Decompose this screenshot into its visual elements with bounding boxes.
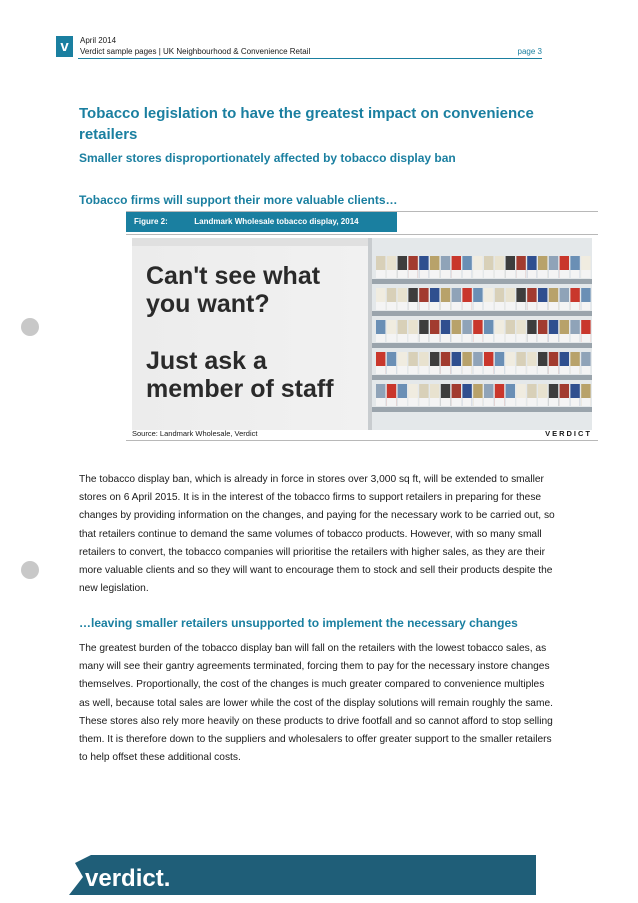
pack-label (473, 270, 482, 278)
pack-label (387, 334, 396, 342)
pack-label (484, 302, 493, 310)
pack-label (462, 334, 471, 342)
pack-label (495, 398, 504, 406)
pack-label (452, 302, 461, 310)
pack-label (538, 398, 547, 406)
pack-label (441, 270, 450, 278)
pack-label (376, 302, 385, 310)
pack-label (570, 334, 579, 342)
pack-label (560, 302, 569, 310)
pack-label (441, 334, 450, 342)
pack-label (387, 398, 396, 406)
pack-label (484, 334, 493, 342)
pack-label (408, 302, 417, 310)
pack-label (398, 302, 407, 310)
pack-label (570, 302, 579, 310)
pack-label (441, 366, 450, 374)
pack-label (408, 334, 417, 342)
pack-label (581, 334, 590, 342)
verdict-v-logo: v (56, 36, 73, 57)
pack-label (419, 398, 428, 406)
pack-label (430, 334, 439, 342)
pack-label (452, 366, 461, 374)
pack-label (387, 270, 396, 278)
pack-label (506, 302, 515, 310)
pack-label (495, 366, 504, 374)
pack-label (473, 366, 482, 374)
pack-label (560, 270, 569, 278)
pack-label (570, 366, 579, 374)
pack-label (398, 334, 407, 342)
pack-label (408, 366, 417, 374)
pack-label (549, 270, 558, 278)
pack-label (549, 334, 558, 342)
article-subtitle: Smaller stores disproportionately affected by tobacco display ban (79, 151, 456, 165)
pack-label (549, 398, 558, 406)
pack-label (516, 366, 525, 374)
pack-label (516, 270, 525, 278)
image-text-line3: Just ask a (146, 347, 267, 375)
pack-label (387, 366, 396, 374)
figure-number: Figure 2: (134, 217, 168, 226)
pack-label (452, 334, 461, 342)
pack-label (408, 398, 417, 406)
pack-label (430, 270, 439, 278)
pack-label (484, 270, 493, 278)
pack-label (527, 398, 536, 406)
pack-label (430, 366, 439, 374)
figure-caption: Landmark Wholesale tobacco display, 2014 (194, 217, 359, 226)
tobacco-display-photo (132, 238, 592, 430)
pack-label (484, 398, 493, 406)
pack-label (473, 334, 482, 342)
image-text-line1: Can't see what (146, 262, 321, 290)
footer-logo-band (69, 855, 536, 895)
pack-label (376, 398, 385, 406)
pack-label (506, 270, 515, 278)
pack-label (462, 366, 471, 374)
pack-label (570, 398, 579, 406)
pack-label (581, 366, 590, 374)
pack-label (538, 366, 547, 374)
figure-brand: VERDICT (545, 429, 592, 438)
shelf-edge (372, 279, 592, 284)
pack-label (376, 270, 385, 278)
pack-label (516, 334, 525, 342)
pack-label (495, 270, 504, 278)
pack-label (516, 398, 525, 406)
pack-label (473, 302, 482, 310)
pack-label (452, 270, 461, 278)
figure-caption-bar (126, 212, 397, 232)
pack-label (430, 398, 439, 406)
body-paragraph-2: The greatest burden of the tobacco display ban will fall on the retailers with the lowest tobacco sales, as many will see their gantry agreements terminated, forcing them to pay for the necessary instore changes themselves. Proportionally, the cost of the changes is much greater compared to convenience multiples as well, because total sales are lower while the cost of the display solutions will remain roughly the same. These stores also rely more heavily on these products to drive footfall and so cannot afford to stop selling them. It is therefore down to the suppliers and wholesalers to offer greater support to the smaller retailers to help offset these additional costs. (79, 643, 553, 764)
article-title: Tobacco legislation to have the greatest impact on convenience retailers (79, 105, 534, 143)
body-paragraph-1: The tobacco display ban, which is already in force in stores over 3,000 sq ft, will be extended to smaller stores on 6 April 2015. It is in the interest of the tobacco firms to support retailers in preparing for these changes by providing information on the changes, and paying for the necessary work to be carried out, so that retailers continue to demand the same volumes of tobacco products. However, with so many small retailers to convert, the tobacco companies will prioritise the retailers with higher sales, as they are their more valuable clients and so they will want to encourage them to stock and sell their products despite the new legislation. (79, 474, 555, 595)
pack-label (462, 302, 471, 310)
page-number: page 3 (517, 47, 542, 56)
pack-label (560, 334, 569, 342)
shelf-edge (372, 343, 592, 348)
shelf-edge (372, 375, 592, 380)
pack-label (527, 270, 536, 278)
pack-label (441, 398, 450, 406)
image-text-line4: member of staff (146, 375, 334, 403)
pack-label (495, 302, 504, 310)
pack-label (419, 302, 428, 310)
shelf-edge (372, 311, 592, 316)
pack-label (462, 398, 471, 406)
pack-label (462, 270, 471, 278)
header-divider (78, 58, 542, 59)
pack-label (398, 270, 407, 278)
pack-label (581, 398, 590, 406)
pack-label (538, 270, 547, 278)
pack-label (506, 366, 515, 374)
pack-label (527, 366, 536, 374)
section-heading-1: Tobacco firms will support their more valuable clients… (79, 193, 398, 207)
pack-label (441, 302, 450, 310)
pack-label (376, 366, 385, 374)
pack-label (495, 334, 504, 342)
pack-label (506, 398, 515, 406)
pack-label (538, 334, 547, 342)
pack-label (527, 334, 536, 342)
pack-label (484, 366, 493, 374)
pack-label (408, 270, 417, 278)
pack-label (516, 302, 525, 310)
pack-label (560, 366, 569, 374)
pack-label (419, 270, 428, 278)
pack-label (570, 270, 579, 278)
binder-hole-top (21, 318, 39, 336)
figure-divider (126, 234, 598, 235)
pack-label (581, 270, 590, 278)
pack-label (387, 302, 396, 310)
pack-label (549, 366, 558, 374)
pack-label (549, 302, 558, 310)
pack-label (473, 398, 482, 406)
pack-label (538, 302, 547, 310)
footer-verdict-logo: verdict. (85, 865, 171, 892)
pack-label (376, 334, 385, 342)
pack-label (581, 302, 590, 310)
header-date: April 2014 (80, 36, 117, 45)
pack-label (398, 366, 407, 374)
section-heading-2: …leaving smaller retailers unsupported to implement the necessary changes (79, 616, 518, 630)
pack-label (430, 302, 439, 310)
shelf-edge (372, 407, 592, 412)
pack-label (452, 398, 461, 406)
pack-label (560, 398, 569, 406)
pack-label (506, 334, 515, 342)
binder-hole-bottom (21, 561, 39, 579)
figure-source: Source: Landmark Wholesale, Verdict (132, 429, 258, 438)
pack-label (398, 398, 407, 406)
figure-2 (126, 211, 598, 441)
pack-label (527, 302, 536, 310)
header-subtitle: Verdict sample pages | UK Neighbourhood & Convenience Retail (80, 47, 311, 56)
pack-label (419, 334, 428, 342)
image-text-line2: you want? (146, 290, 270, 318)
pack-label (419, 366, 428, 374)
